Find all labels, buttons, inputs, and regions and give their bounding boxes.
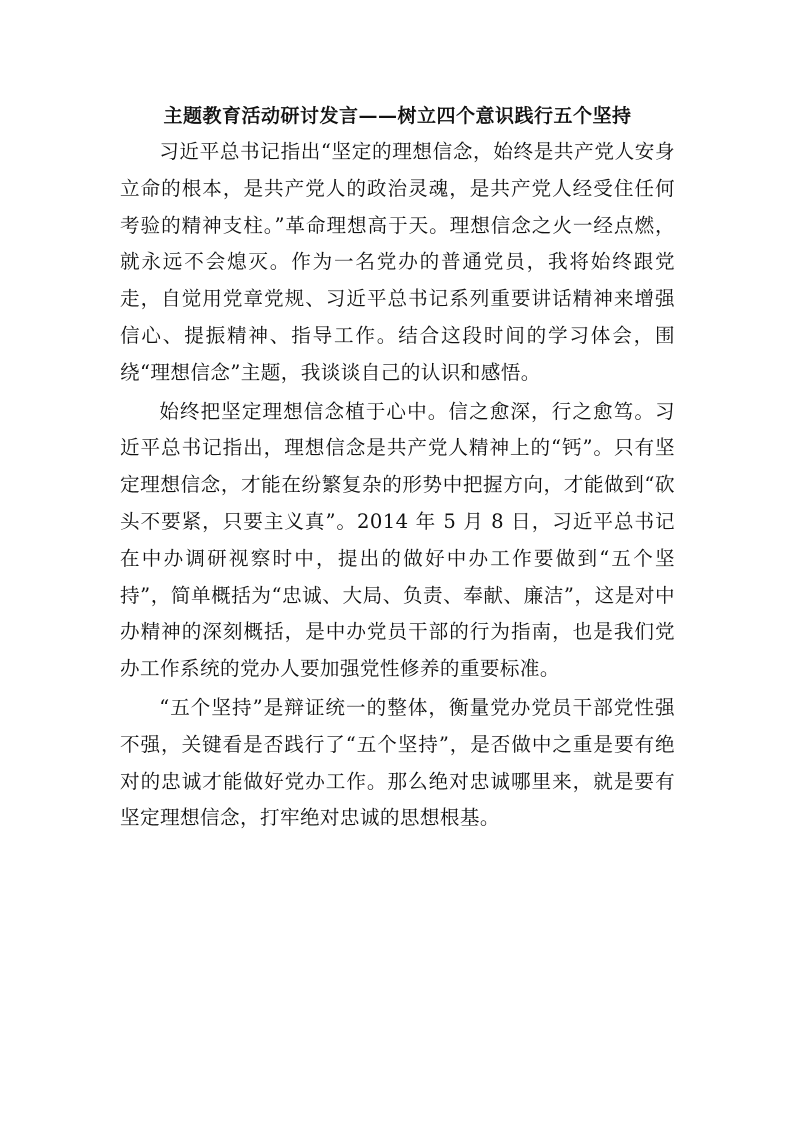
paragraph-1: 习近平总书记指出“坚定的理想信念，始终是共产党人安身立命的根本，是共产党人的政治灵魂，是共产党人经受住任何考验的精神支柱。”革命理想高于天。理想信念之火一经点燃，就永远不会熄灭。作为一名党办的普通党员，我将始终跟党走，自觉用党章党规、习近平总书记系列重要讲话精神来增强信心、提振精神、指导工作。结合这段时间的学习体会，围绕“理想信念”主题，我谈谈自己的认识和感悟。 <box>120 140 675 384</box>
document-title: 主题教育活动研讨发言——树立四个意识践行五个坚持 <box>163 105 632 127</box>
paragraph-3: “五个坚持”是辩证统一的整体，衡量党办党员干部党性强不强，关键看是否践行了“五个坚持”，是否做中之重是要有绝对的忠诚才能做好党办工作。那么绝对忠诚哪里来，就是要有坚定理想信念，打牢绝对忠诚的思想根基。 <box>120 695 675 830</box>
document-page <box>120 102 675 837</box>
paragraph-2: 始终把坚定理想信念植于心中。信之愈深，行之愈笃。习近平总书记指出，理想信念是共产党人精神上的“钙”。只有坚定理想信念，才能在纷繁复杂的形势中把握方向，才能做到“砍头不要紧，只要主义真”。2014 年 5 月 8 日，习近平总书记在中办调研视察时中，提出的做好中办工作要做到“五个坚持”，简单概括为“忠诚、大局、负责、奉献、廉洁”，这是对中办精神的深刻概括，是中办党员干部的行为指南，也是我们党办工作系统的党办人要加强党性修养的重要标准。 <box>120 399 675 681</box>
